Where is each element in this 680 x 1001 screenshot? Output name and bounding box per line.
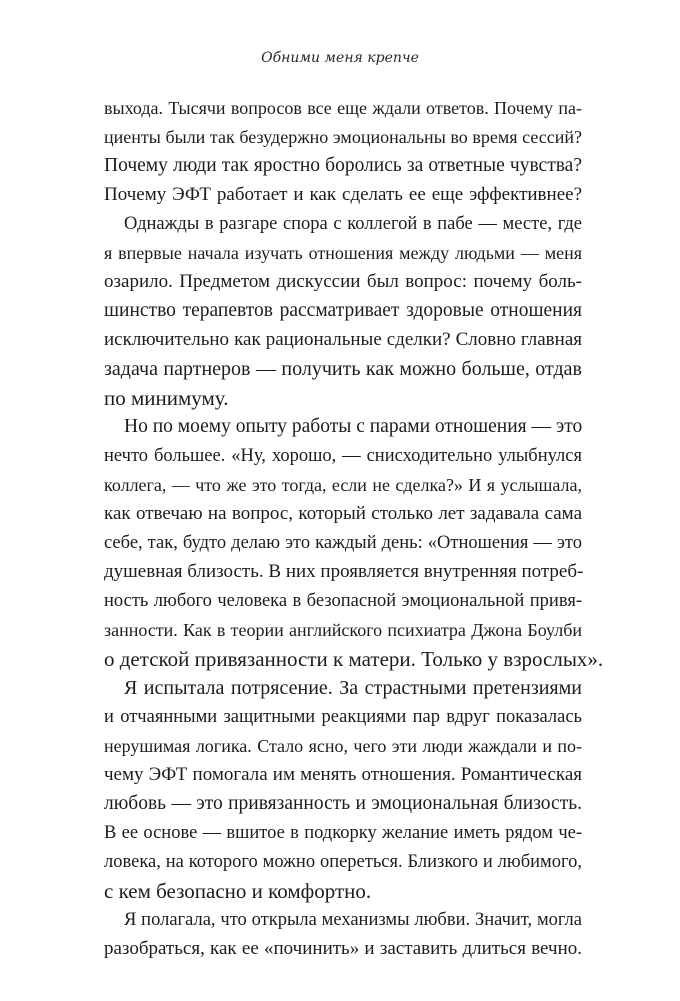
text-line: задача партнеров — получить как можно больше, отдав xyxy=(104,358,582,380)
text-line: исключительно как рациональные сделки? Словно главная xyxy=(104,329,582,350)
text-line: любовь — это привязанность и эмоциональная близость. xyxy=(104,793,582,814)
text-line: озарило. Предметом дискуссии был вопрос: почему боль- xyxy=(104,271,582,292)
text-line: коллега, — что же это тогда, если не сделка?» И я услышала, xyxy=(104,475,582,495)
text-line: нерушимая логика. Стало ясно, чего эти люди жаждали и по- xyxy=(104,736,582,756)
text-line: о детской привязанности к матери. Только у взрослых». xyxy=(104,647,604,671)
text-line: по минимуму. xyxy=(104,386,229,410)
text-line: выхода. Тысячи вопросов все еще ждали ответов. Почему па- xyxy=(104,98,582,118)
text-line: Почему люди так яростно боролись за ответные чувства? xyxy=(104,155,582,176)
text-line: я впервые начала изучать отношения между людьми — меня xyxy=(104,243,582,263)
text-line: Я полагала, что открыла механизмы любви. Значит, могла xyxy=(124,910,582,930)
text-line: занности. Как в теории английского психиатра Джона Боулби xyxy=(104,620,582,640)
text-line: шинство терапевтов рассматривает здоровые отношения xyxy=(104,300,582,321)
text-line: разобраться, как ее «починить» и заставить длиться вечно. xyxy=(104,938,582,959)
text-line: Я испытала потрясение. За страстными претензиями xyxy=(124,677,582,699)
text-line: душевная близость. В них проявляется внутренняя потреб- xyxy=(104,561,584,582)
text-line: чему ЭФТ помогала им менять отношения. Романтическая xyxy=(104,764,582,785)
text-line: ность любого человека в безопасной эмоциональной привя- xyxy=(104,591,582,611)
text-line: и отчаянными защитными реакциями пар вдруг показалась xyxy=(104,707,582,727)
text-line: себе, так, будто делаю это каждый день: «Отношения — это xyxy=(104,533,582,553)
text-line: В ее основе — вшитое в подкорку желание иметь рядом че- xyxy=(104,823,582,843)
text-line: ловека, на которого можно опереться. Близкого и любимого, xyxy=(104,852,582,872)
text-line: как отвечаю на вопрос, который столько лет задавала сама xyxy=(104,503,582,524)
text-line: с кем безопасно и комфортно. xyxy=(104,879,372,903)
text-line: Однажды в разгаре спора с коллегой в пабе — месте, где xyxy=(124,214,582,234)
text-line: нечто большее. «Ну, хорошо, — снисходительно улыбнулся xyxy=(104,446,582,466)
text-line: Почему ЭФТ работает и как сделать ее еще эффективнее? xyxy=(104,184,582,205)
running-head: Обними меня крепче xyxy=(261,50,419,66)
text-line: Но по моему опыту работы с парами отношения — это xyxy=(124,416,583,437)
text-line: циенты были так безудержно эмоциональны во время сессий? xyxy=(104,127,582,147)
